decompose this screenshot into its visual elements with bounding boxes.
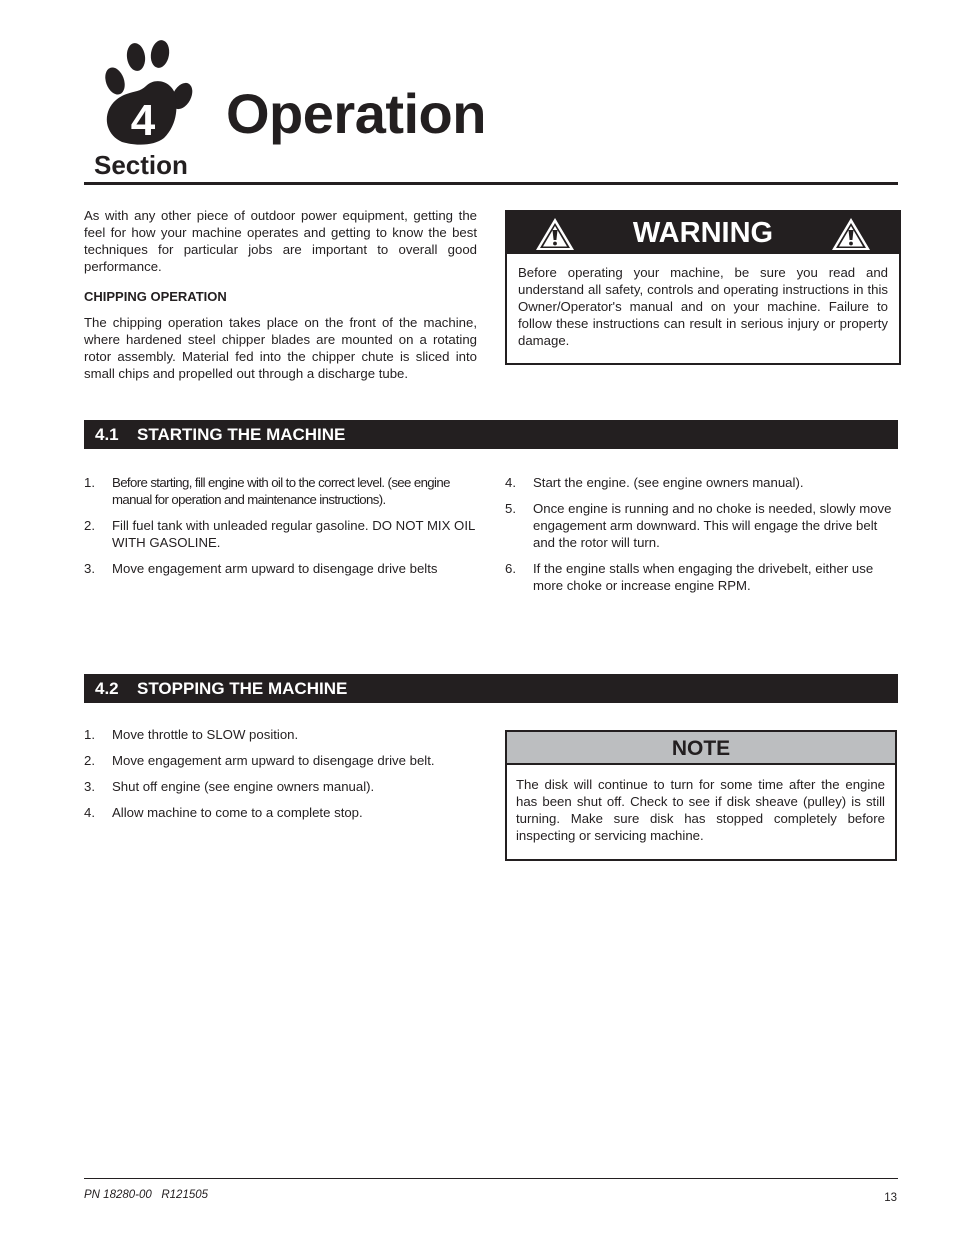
- list-item: 2. Fill fuel tank with unleaded regular gasoline. DO NOT MIX OIL WITH GASOLINE.: [84, 518, 475, 550]
- footer-rule: [84, 1178, 898, 1179]
- intro-paragraph: As with any other piece of outdoor power equipment, getting the feel for how your machine operates and getting to know the best techniques for particular jobs are important to overall good performance.: [84, 208, 477, 274]
- paw-print-section-icon: [100, 34, 196, 146]
- list-item: 6. If the engine stalls when engaging the drivebelt, either use more choke or increase engine RPM.: [505, 561, 874, 593]
- warning-title: WARNING: [632, 217, 774, 249]
- section-4-1-title: STARTING THE MACHINE: [137, 425, 346, 444]
- note-text: The disk will continue to turn for some time after the engine has been shut off. Check to see if disk sheave (pulley) is still turning. Make sure disk has stopped completely before inspecting or servicing machine.: [516, 777, 885, 843]
- starting-steps-left: [84, 474, 477, 586]
- chipping-paragraph: The chipping operation takes place on the front of the machine, where hardened steel chipper blades are mounted on a rotating rotor assembly. Material fed into the chipper chute is sliced into small chips and propelled out through a discharge tube.: [84, 315, 477, 381]
- warning-header: [507, 212, 899, 254]
- list-item: 1. Before starting, fill engine with oil to the correct level. (see engine manual for operation and maintenance instructions).: [84, 475, 450, 507]
- section-4-1-header: [84, 420, 898, 449]
- part-number: PN 18280-00 R121505: [84, 1189, 209, 1201]
- note-title: NOTE: [507, 732, 895, 765]
- list-item: 2. Move engagement arm upward to disengage drive belt.: [84, 753, 435, 768]
- starting-steps-right: [505, 474, 898, 603]
- section-4-2-header: [84, 674, 898, 703]
- section-4-1-number: 4.1: [95, 425, 119, 444]
- list-item: 1. Move throttle to SLOW position.: [84, 727, 299, 742]
- list-item: 3. Shut off engine (see engine owners manual).: [84, 779, 375, 794]
- list-item: 4. Start the engine. (see engine owners manual).: [505, 475, 804, 490]
- note-box: [505, 730, 897, 861]
- warning-triangle-icon: [831, 217, 871, 251]
- intro-column: [84, 207, 477, 382]
- list-item: 5. Once engine is running and no choke is needed, slowly move engagement arm downward. This will engage the drive belt and the rotor will turn.: [505, 501, 892, 550]
- warning-box: [505, 210, 901, 365]
- header-rule: [84, 182, 898, 185]
- list-item: 4. Allow machine to come to a complete stop.: [84, 805, 363, 820]
- stopping-steps: [84, 726, 477, 830]
- chipping-operation-heading: CHIPPING OPERATION: [84, 289, 227, 304]
- list-item: 3. Move engagement arm upward to disengage drive belts: [84, 561, 438, 576]
- warning-text: Before operating your machine, be sure you read and understand all safety, controls and operating instructions in this Owner/Operator's manual and on your machine. Failure to follow these instructions can result in serious injury or property damage.: [518, 265, 888, 348]
- section-label: Section: [94, 150, 188, 180]
- section-number: 4: [130, 96, 156, 145]
- section-4-2-title: STOPPING THE MACHINE: [137, 679, 348, 698]
- section-4-2-number: 4.2: [95, 679, 119, 698]
- page-number: 13: [884, 1192, 897, 1204]
- page-title: Operation: [226, 82, 486, 145]
